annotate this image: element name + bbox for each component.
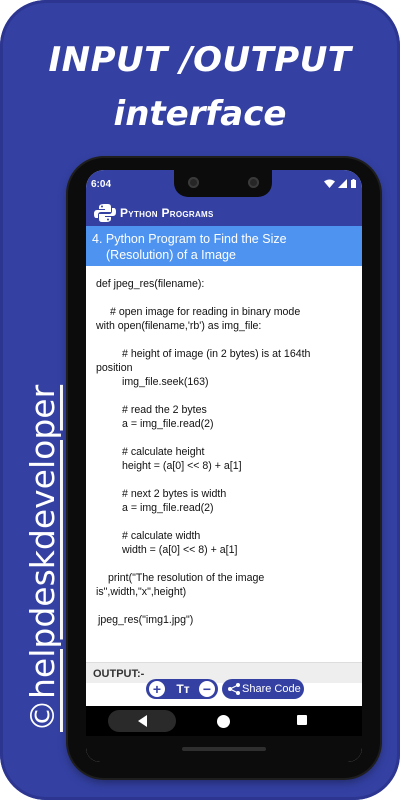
recents-icon[interactable] [297,715,307,725]
phone-chin [86,736,362,762]
code-line: a = img_file.read(2) [122,502,214,514]
code-line: jpeg_res("img1.jpg") [98,614,194,626]
font-size-label: Tт [176,682,190,696]
code-line: # open image for reading in binary mode [110,306,301,318]
status-time: 6:04 [91,179,112,190]
navigation-bar [86,706,362,736]
code-line: height = (a[0] << 8) + a[1] [122,460,242,472]
camera-icon [248,177,259,188]
code-line: # calculate width [122,530,201,542]
program-heading-line2: (Resolution) of a Image [106,248,236,262]
signal-icon [338,179,347,188]
code-line: img_file.seek(163) [122,376,209,388]
program-heading [86,226,362,266]
camera-icon [188,177,199,188]
minus-icon[interactable]: − [199,681,215,697]
code-line: # read the 2 bytes [122,404,207,416]
share-code-label: Share Code [242,683,301,695]
code-toolbar [146,679,346,703]
banner-title-line2: interface [113,94,287,134]
code-line: width = (a[0] << 8) + a[1] [122,544,238,556]
home-icon[interactable] [217,715,230,728]
code-line: # calculate height [122,446,205,458]
python-logo-icon [94,203,116,223]
code-line: is",width,"x",height) [96,586,187,598]
code-line: print("The resolution of the image [108,572,265,584]
app-bar [86,200,362,226]
code-line: def jpeg_res(filename): [96,278,205,290]
speaker-grille [182,747,266,751]
font-size-controls [146,679,218,699]
app-title: Python Programs [120,206,214,220]
code-block [86,266,362,662]
wifi-icon [324,179,335,188]
code-line: position [96,362,133,374]
back-icon[interactable] [138,715,147,727]
code-line: # next 2 bytes is width [122,488,227,500]
status-icons [324,179,356,190]
code-line: a = img_file.read(2) [122,418,214,430]
code-line: with open(filename,'rb') as img_file: [96,320,262,332]
status-bar [86,170,362,200]
camera-notch [174,170,272,197]
share-icon [228,683,240,695]
output-label: OUTPUT:- [93,668,145,680]
phone-screen [86,170,362,762]
banner-title-line1: INPUT /OUTPUT [48,40,352,80]
plus-icon[interactable]: + [149,681,165,697]
battery-icon [351,179,356,188]
watermark-text: ©helpdeskdeveloper [23,384,62,732]
program-heading-line1: 4. Python Program to Find the Size [92,232,287,246]
code-line: # height of image (in 2 bytes) is at 164th [122,348,311,360]
share-code-button[interactable] [222,679,304,699]
